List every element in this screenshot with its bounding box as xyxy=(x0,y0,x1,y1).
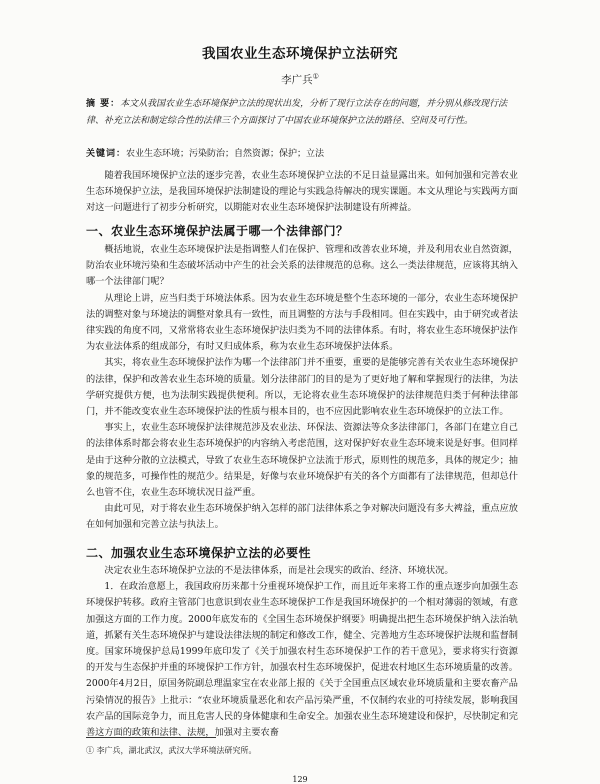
author-name: 李广兵 xyxy=(281,74,313,86)
s1-paragraph-3: 其实，将农业生态环境保护法作为哪一个法律部门并不重要，重要的是能够完善有关农业生态环境保护的法律，保护和改善农业生态环境的质量。划分法律部门的目的是为了更好地了解和掌握现行的法律，为法学研究提供方便，也为法制实践提供便利。所以，无论将农业生态环境保护的法律规范归类于何种法律部门，并不能改变农业生态环境保护法的性质与根本目的，也不应因此影响农业生态环境保护的立法工作。 xyxy=(86,357,518,418)
section-1-body xyxy=(86,242,518,534)
footnote-divider xyxy=(86,737,216,738)
s1-paragraph-5: 由此可见，对于将农业生态环境保护纳入怎样的部门法律体系之争对解决问题没有多大裨益，重点应放在如何加强和完善立法与执法上。 xyxy=(86,503,518,531)
introduction xyxy=(86,168,518,217)
keywords xyxy=(86,146,516,163)
keywords-label: 关键词： xyxy=(86,149,127,159)
intro-paragraph: 随着我国环境保护立法的逐步完善，农业生态环境保护立法的不足日益显露出来。如何加强和完善农业生态环境保护立法，是我国环境保护法制建设的理论与实践急待解决的现实课题。本文从理论与实践两方面对这一问题进行了初步分析研究，以期能对农业生态环境保护法制建设有所裨益。 xyxy=(86,170,518,214)
s2-paragraph-2: 1．在政治意愿上，我国政府历来都十分重视环境保护工作，而且近年来将工作的重点逐步向加强生态环境保护转移。政府主管部门也意识到农业生态环境保护工作是我国环境保护的一个相对薄弱的领域，有意加强这方面的工作力度。2000年底发布的《全国生态环境保护纲要》明确提出把生态环境保护纳入法治轨道，抓紧有关生态环境保护与建设法律法规的制定和修改工作，健全、完善地方生态环境保护法规和监督制度。国家环境保护总局1999年底印发了《关于加强农村生态环境保护工作的若干意见》，要求将实行资源的开发与生态保护并重的环境保护工作方针，加强农村生态环境保护，促进农村地区生态环境质量的改善。2000年4月2日，原国务院副总理温家宝在农业部上报的《关于全国重点区域农业环境质量和主要农畜产品污染情况的报告》上批示：“农业环境质量恶化和农产品污染严重，不仅制约农业的可持续发展，影响我国农产品的国际竞争力，而且危害人民的身体健康和生命安全。加强农业生态环境建设和保护，尽快制定和完善这方面的政策和法律、法规，加强对主要农畜 xyxy=(86,581,518,739)
page-number: 129 xyxy=(292,775,308,784)
section-1-heading: 一、农业生态环境保护法属于哪一个法律部门？ xyxy=(86,224,349,238)
s1-paragraph-2: 从理论上讲，应当归类于环境法体系。因为农业生态环境是整个生态环境的一部分，农业生态环境保护法的调整对象与环境法的调整对象具有一致性，而且调整的方法与手段相同。但在实践中，由于研究或者法律实践的角度不同，又常常将农业生态环境保护法归类为不同的法律体系。有时，将农业生态环境保护法作为农业法体系的组成部分，有时又归成体系，称为农业生态环境保护法体系。 xyxy=(86,292,518,353)
s1-paragraph-1: 概括地说，农业生态环境保护法是指调整人们在保护、管理和改善农业环境，并及利用农业自然资源，防治农业环境污染和生态破坏活动中产生的社会关系的法律规范的总称。这么一类法律规范，应该将其纳入哪一个法律部门呢？ xyxy=(86,244,518,288)
footnote: ① 李广兵，湖北武汉，武汉大学环境法研究所。 xyxy=(86,746,257,755)
abstract-label: 摘 要： xyxy=(86,99,121,109)
author-footnote-mark: ① xyxy=(312,72,319,81)
section-2-heading: 二、加强农业生态环境保护立法的必要性 xyxy=(86,546,312,560)
abstract xyxy=(86,96,516,129)
abstract-text: 本文从我国农业生态环境保护立法的现状出发，分析了现行立法存在的问题，并分别从修改现行法律、补充立法和制定综合性的法律三个方面探讨了中国农业环境保护立法的路径、空间及可行性。 xyxy=(86,99,508,126)
section-2-body xyxy=(86,563,518,741)
s1-paragraph-4: 事实上，农业生态环境保护法律规范涉及农业法、环保法、资源法等众多法律部门，各部门在建立自己的法律体系时都会将农业生态环境保护的内容纳入考虑范围，这对保护好农业生态环境来说是好事。但同样是由于这种分散的立法模式，导致了农业生态环境保护立法流于形式，原则性的规范多，具体的规定少；抽象的规范多，可操作性的规范少。结果是，好像与农业环境保护有关的各个方面都有了法律规范，但却总什么也管不住，农业生态环境状况日益严重。 xyxy=(86,422,518,499)
author-line xyxy=(0,72,600,87)
keywords-text: 农业生态环境；污染防治；自然资源；保护；立法 xyxy=(126,149,325,159)
paper-title: 我国农业生态环境保护立法研究 xyxy=(202,46,398,62)
s2-paragraph-1: 决定农业生态环境保护立法的不是法律体系，而是社会现实的政治、经济、环境状况。 xyxy=(104,565,454,576)
